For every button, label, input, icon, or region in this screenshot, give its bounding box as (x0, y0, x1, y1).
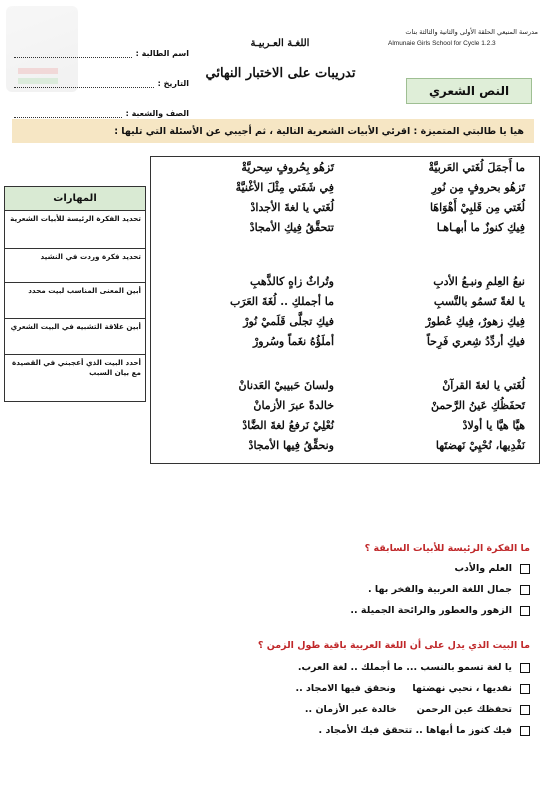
skills-table-header: المهارات (5, 187, 145, 211)
checkbox-icon[interactable] (520, 606, 530, 616)
question-1-options (210, 558, 530, 621)
verse-first-half: هيَّا هيَّا يا أولادْ (462, 419, 525, 432)
class-field[interactable] (14, 108, 122, 118)
verse-first-half: فِيكِ زهورٌ، فِيكِ عُطورْ (425, 315, 525, 328)
verse-second-half: ولسانَ حَبيبيْ العَدنانْ (238, 379, 334, 392)
verse-second-half: ونحقِّقُ فِيها الأمجادْ (248, 439, 334, 452)
student-name-field[interactable] (14, 48, 132, 58)
checkbox-icon[interactable] (520, 726, 530, 736)
checkbox-icon[interactable] (520, 684, 530, 694)
answer-option[interactable] (210, 600, 530, 621)
verse-second-half: وتُراثٌ زاهٍ كالذَّهبِ (250, 275, 334, 288)
answer-option[interactable] (180, 678, 530, 699)
class-label: الصف والشعبة : (125, 109, 189, 118)
class-row (14, 88, 189, 118)
checkbox-icon[interactable] (520, 564, 530, 574)
verse-first-half: لُغَتي يا لغةَ القرآنْ (442, 379, 525, 392)
instruction-banner: هيا يا طالبتي المتميزة : اقرئي الأبيات الشعرية التالية ، ثم أجيبي عن الأسئلة التي تليها : (12, 119, 534, 143)
verse-second-half: تَزهُو بِحُروفٍ سِحريَّةْ (241, 161, 334, 174)
option-label: يا لغة تسمو بالنسب ... ما أجملك .. لغة العرب. (297, 662, 512, 673)
verse-first-half: تَزهُو بحروفٍ مِن نُورِ (431, 181, 525, 194)
verse-second-half: تتحقَّقُ فِيكِ الأمجادْ (249, 221, 334, 234)
option-label: نفديها ، نحيي نهضتها ونحقق فيها الامجاد .. (295, 683, 512, 694)
skill-item: أبين المعنى المناسب لبيت محدد (5, 283, 145, 319)
verse-first-half: يا لغةً تَسمُو بالنَّسبِ (433, 295, 525, 308)
poem-verse (151, 181, 539, 201)
subject-title: اللغـة العـربيـة (250, 38, 310, 49)
poem-verse (151, 295, 539, 315)
school-name-english: Almunaie Girls School for Cycle 1.2.3 (388, 40, 496, 47)
school-name (388, 28, 538, 48)
poem-verse (151, 439, 539, 459)
verse-first-half: فيكِ أردِّدُ شِعري فَرِحاً (426, 335, 525, 348)
section-title: النص الشعري (406, 78, 532, 104)
poem-stanza (151, 161, 539, 241)
verse-second-half: ما أجملكِ .. لُغَةَ العَرَب (229, 295, 334, 308)
student-name-label: اسم الطالبة : (135, 49, 189, 58)
poem-box (150, 156, 540, 464)
skill-item: تحديد الفكرة الرئيسة للأبيات الشعرية (5, 211, 145, 249)
answer-option[interactable] (210, 558, 530, 579)
checkbox-icon[interactable] (520, 585, 530, 595)
option-label: جمال اللغة العربية والفخر بها . (367, 584, 512, 595)
exam-title: تدريبات على الاختبار النهائي (205, 66, 356, 81)
date-row (14, 58, 189, 88)
answer-option[interactable] (180, 657, 530, 678)
poem-stanza (151, 275, 539, 355)
question-2: ما البيت الذي يدل على أن اللغة العربية باقية طول الزمن ؟ (257, 640, 530, 651)
skill-item: أحدد البيت الذي أعجبني في القصيدة مع بيان السبب (12, 358, 141, 377)
student-name-row (14, 28, 189, 58)
verse-second-half: أملَؤُهُ نغَماً وسُرورْ (253, 335, 334, 348)
school-name-arabic: مدرسة المنيعي الحلقة الأولى والثانية والثالثة بنات (405, 28, 538, 36)
option-label: العلم والأدب (454, 563, 512, 574)
poem-verse (151, 419, 539, 439)
poem-verse (151, 161, 539, 181)
poem-verse (151, 275, 539, 295)
poem-verse (151, 335, 539, 355)
verse-second-half: فيكِ تجلَّى قَلَميْ نُورْ (243, 315, 334, 328)
student-info (14, 28, 189, 118)
skill-item: أبين علاقة التشبيه في البيت الشعري (5, 319, 145, 355)
option-label: الزهور والعطور والرائحة الجميلة .. (350, 605, 512, 616)
answer-option[interactable] (180, 699, 530, 720)
question-1: ما الفكرة الرئيسة للأبيات السابقة ؟ (364, 543, 530, 554)
date-field[interactable] (14, 78, 154, 88)
verse-first-half: تَحفَظُكِ عَينُ الرَّحمنْ (431, 399, 525, 412)
poem-verse (151, 201, 539, 221)
option-label: فيك كنوز ما أبهاها .. تتحقق فيك الأمجاد . (318, 725, 512, 736)
verse-first-half: نبعُ العِلمِ ونبـعُ الأدبِ (433, 275, 525, 288)
skill-item: تحديد فكرة وردت في النشيد (5, 249, 145, 283)
answer-option[interactable] (180, 720, 530, 741)
option-label: تحفظك عين الرحمن خالدة عبر الأزمان .. (304, 704, 512, 715)
skills-table (4, 186, 146, 402)
date-label: التاريخ : (157, 79, 189, 88)
answer-option[interactable] (210, 579, 530, 600)
checkbox-icon[interactable] (520, 705, 530, 715)
verse-first-half: ما أَجمَلَ لُغَتي العَربيَّةْ (428, 161, 525, 174)
verse-second-half: لُغَتي يا لغةَ الأجدادْ (250, 201, 334, 214)
checkbox-icon[interactable] (520, 663, 530, 673)
poem-verse (151, 221, 539, 241)
question-2-options (180, 657, 530, 741)
verse-first-half: لُغَتي مِن قَلبِيْ أَهْوَاهَا (429, 201, 525, 214)
verse-second-half: نُعْلِيْ نَرفعُ لغةَ الضَّادْ (242, 419, 334, 432)
poem-verse (151, 379, 539, 399)
verse-first-half: نَفْدِيها، نُحْيِيْ نَهضتَها (435, 439, 525, 452)
verse-second-half: فِي شَفَتي مِثْلَ الأغْنيَّةْ (235, 181, 334, 194)
verse-second-half: خالدةً عبرَ الأزمانْ (253, 399, 334, 412)
poem-verse (151, 315, 539, 335)
poem-stanza (151, 379, 539, 459)
verse-first-half: فِيكِ كنوزٌ ما أبهـاهـا (436, 221, 525, 234)
poem-verse (151, 399, 539, 419)
